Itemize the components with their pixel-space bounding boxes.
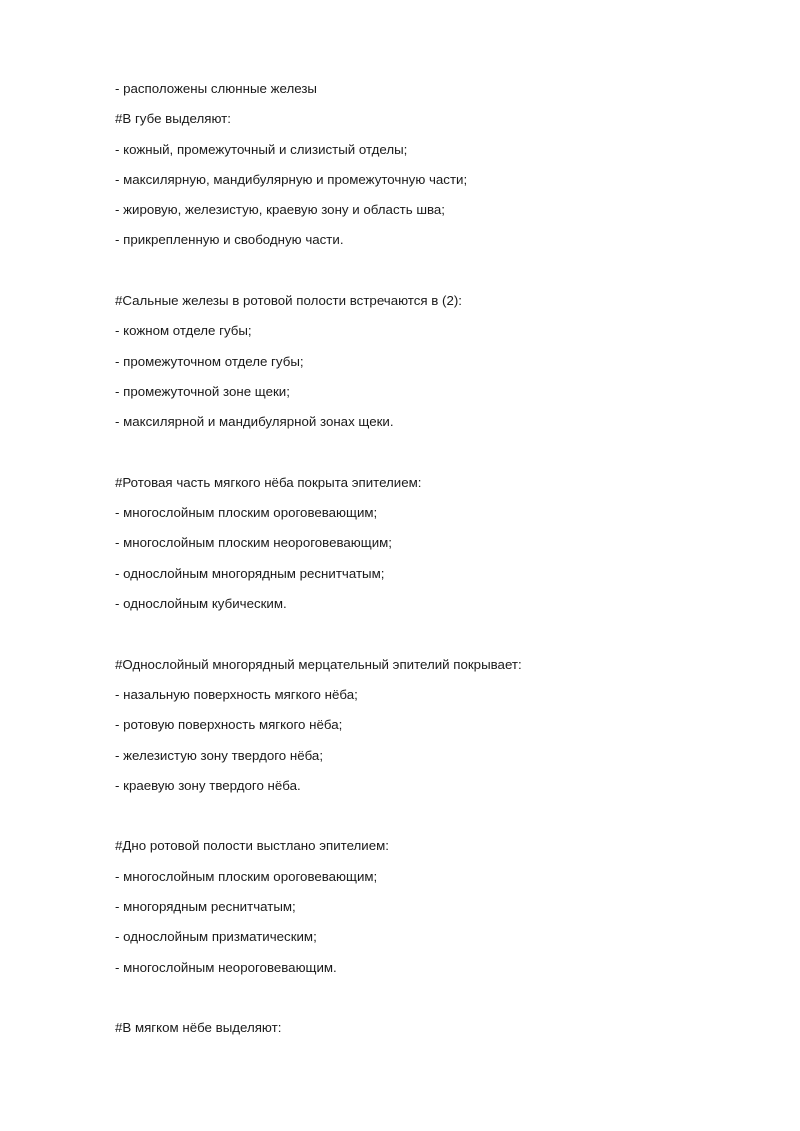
answer-option: - жировую, железистую, краевую зону и область шва; bbox=[115, 202, 445, 218]
paragraph-gap bbox=[115, 438, 735, 468]
question-heading: #В губе выделяют: bbox=[115, 111, 231, 127]
answer-option: - максилярной и мандибулярной зонах щеки. bbox=[115, 414, 394, 430]
answer-option: - назальную поверхность мягкого нёба; bbox=[115, 686, 358, 702]
answer-option: - кожном отделе губы; bbox=[115, 323, 252, 339]
answer-option: - расположены слюнные железы bbox=[115, 81, 317, 96]
answer-option: - многослойным плоским ороговевающим; bbox=[115, 505, 378, 521]
document-body bbox=[115, 74, 735, 1044]
question-heading: #Сальные железы в ротовой полости встречаются в (2): bbox=[115, 293, 462, 309]
paragraph-gap bbox=[115, 256, 735, 286]
answer-option: - многослойным плоским ороговевающим; bbox=[115, 868, 378, 884]
paragraph-gap bbox=[115, 801, 735, 831]
answer-option: - многорядным реснитчатым; bbox=[115, 899, 296, 915]
answer-option: - максилярную, мандибулярную и промежуточную части; bbox=[115, 171, 468, 187]
answer-option: - кожный, промежуточный и слизистый отделы; bbox=[115, 141, 408, 157]
answer-option: - железистую зону твердого нёба; bbox=[115, 747, 324, 763]
answer-option: - однослойным многорядным реснитчатым; bbox=[115, 565, 385, 581]
question-heading: #Дно ротовой полости выстлано эпителием: bbox=[115, 838, 389, 854]
answer-option: - многослойным неороговевающим. bbox=[115, 959, 337, 975]
answer-option: - однослойным призматическим; bbox=[115, 929, 317, 945]
answer-option: - многослойным плоским неороговевающим; bbox=[115, 535, 392, 551]
question-heading: #В мягком нёбе выделяют: bbox=[115, 1020, 282, 1036]
answer-option: - краевую зону твердого нёба. bbox=[115, 777, 301, 793]
answer-option: - промежуточном отделе губы; bbox=[115, 353, 304, 369]
answer-option: - однослойным кубическим. bbox=[115, 596, 287, 612]
question-heading: #Ротовая часть мягкого нёба покрыта эпителием: bbox=[115, 474, 422, 490]
question-heading: #Однослойный многорядный мерцательный эпителий покрывает: bbox=[115, 656, 522, 672]
paragraph-gap bbox=[115, 983, 735, 1013]
answer-option: - ротовую поверхность мягкого нёба; bbox=[115, 717, 343, 733]
answer-option: - прикрепленную и свободную части. bbox=[115, 232, 344, 248]
answer-option: - промежуточной зоне щеки; bbox=[115, 383, 290, 399]
paragraph-gap bbox=[115, 619, 735, 649]
